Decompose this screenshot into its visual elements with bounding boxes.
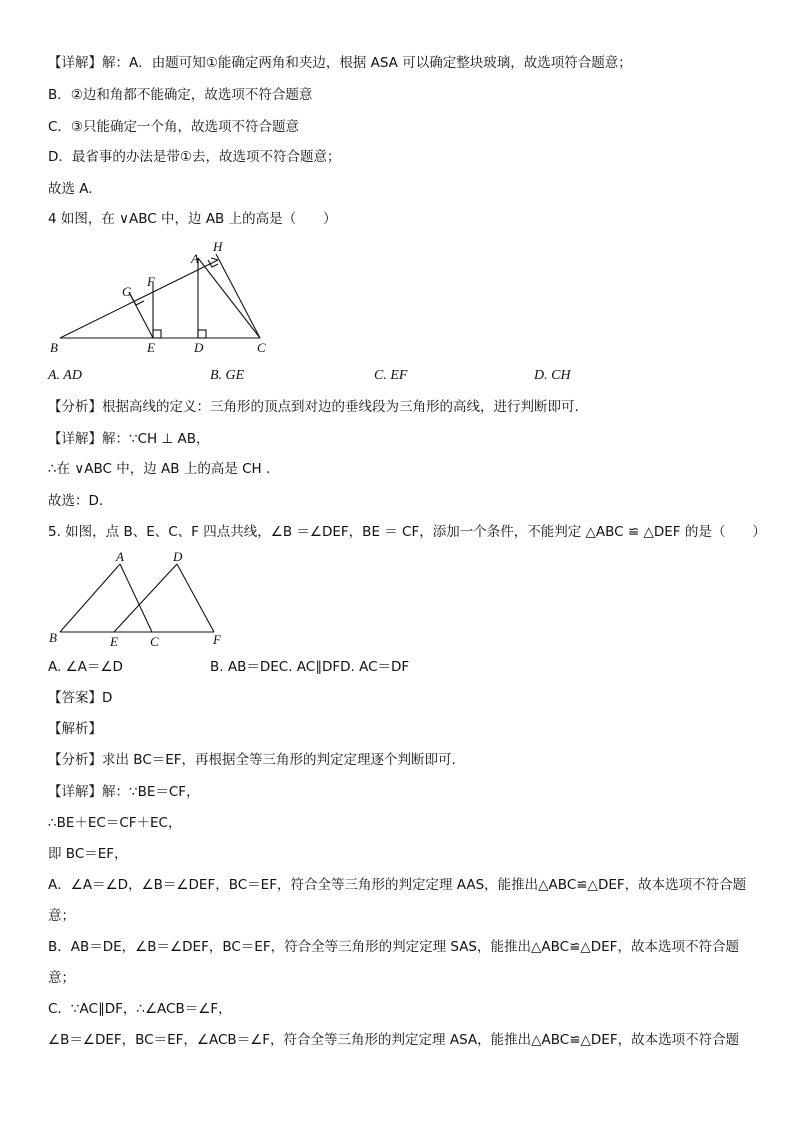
label-b: B	[49, 630, 57, 645]
label-f: F	[213, 632, 221, 647]
segment-ch	[216, 254, 260, 338]
q5-option-a: A. ∠A＝∠D	[48, 659, 123, 675]
segment-ba	[60, 260, 218, 338]
q5-detail-3: 即 BC＝EF，	[48, 846, 128, 862]
right-angle-d	[198, 330, 206, 338]
label-a: A	[191, 251, 199, 266]
q4-detail: 【详解】解：∵CH ⊥ AB，	[48, 431, 210, 447]
q5-reason-b-2: 意；	[48, 970, 75, 986]
question-5: 5. 如图，点 B、E、C、F 四点共线，∠B ＝∠DEF，BE ＝ CF，添加一个条件，不能判定 △ABC ≌ △DEF 的是（ ）	[48, 524, 766, 540]
label-h: H	[213, 239, 223, 254]
line-d: D．最省事的办法是带①去，故选项不符合题意；	[48, 149, 341, 165]
q4-option-d: D. CH	[534, 368, 571, 383]
right-angle-e	[153, 330, 161, 338]
line-choose-a: 故选 A.	[48, 181, 93, 197]
label-e: E	[110, 634, 118, 649]
q5-reason-a-1: A．∠A＝∠D，∠B＝∠DEF，BC＝EF，符合全等三角形的判定定理 AAS，能推出△ABC≌△DEF，故本选项不符合题	[48, 877, 747, 893]
question-4: 4 如图，在 ∨ABC 中，边 AB 上的高是（ ）	[48, 211, 337, 227]
segment-df	[177, 564, 214, 632]
q5-detail-1: 【详解】解：∵BE＝CF，	[48, 784, 200, 800]
q5-analysis: 【分析】求出 BC＝EF，再根据全等三角形的判定定理逐个判断即可.	[48, 752, 456, 768]
q5-detail-2: ∴BE＋EC＝CF＋EC，	[48, 815, 182, 831]
segment-ac	[198, 258, 260, 338]
label-c: C	[150, 634, 159, 649]
q4-choose: 故选：D.	[48, 493, 104, 509]
q5-reason-c-2: ∠B＝∠DEF，BC＝EF，∠ACB＝∠F，符合全等三角形的判定定理 ASA，能推出△ABC≌△DEF，故本选项不符合题	[48, 1032, 740, 1048]
q4-option-c: C. EF	[374, 368, 408, 383]
segment-ac	[120, 564, 152, 632]
q5-reason-a-2: 意；	[48, 908, 75, 924]
figure-congruent-triangles	[46, 548, 236, 652]
label-a: A	[116, 549, 124, 564]
q5-options-bcd: B. AB＝DEC. AC∥DFD. AC＝DF	[210, 659, 410, 675]
label-g: G	[122, 284, 132, 299]
line-detail-a: 【详解】解：A．由题可知①能确定两角和夹边，根据 ASA 可以确定整块玻璃，故选项符合题意；	[48, 55, 632, 71]
q5-reason-b-1: B．AB＝DE，∠B＝∠DEF，BC＝EF，符合全等三角形的判定定理 SAS，能推出△ABC≌△DEF，故本选项不符合题	[48, 939, 739, 955]
q5-answer: 【答案】D	[48, 690, 113, 706]
figure-triangle-heights	[40, 238, 290, 358]
q5-jiexi: 【解析】	[48, 721, 102, 737]
segment-ed	[114, 564, 177, 632]
line-c: C．③只能确定一个角，故选项不符合题意	[48, 119, 300, 135]
label-d: D	[173, 549, 183, 564]
label-b: B	[50, 340, 58, 355]
q4-therefore: ∴在 ∨ABC 中，边 AB 上的高是 CH .	[48, 461, 271, 477]
label-f: F	[147, 274, 155, 289]
q4-option-a: A. AD	[48, 368, 82, 383]
label-c: C	[257, 340, 266, 355]
segment-ba	[60, 564, 120, 632]
q5-reason-c-1: C．∵AC∥DF，∴∠ACB＝∠F，	[48, 1001, 232, 1017]
label-d: D	[194, 340, 204, 355]
label-e: E	[147, 340, 155, 355]
line-b: B．②边和角都不能确定，故选项不符合题意	[48, 87, 313, 103]
q4-analysis: 【分析】根据高线的定义：三角形的顶点到对边的垂线段为三角形的高线，进行判断即可.	[48, 399, 579, 415]
q4-option-b: B. GE	[210, 368, 245, 383]
segment-ah	[211, 258, 218, 260]
